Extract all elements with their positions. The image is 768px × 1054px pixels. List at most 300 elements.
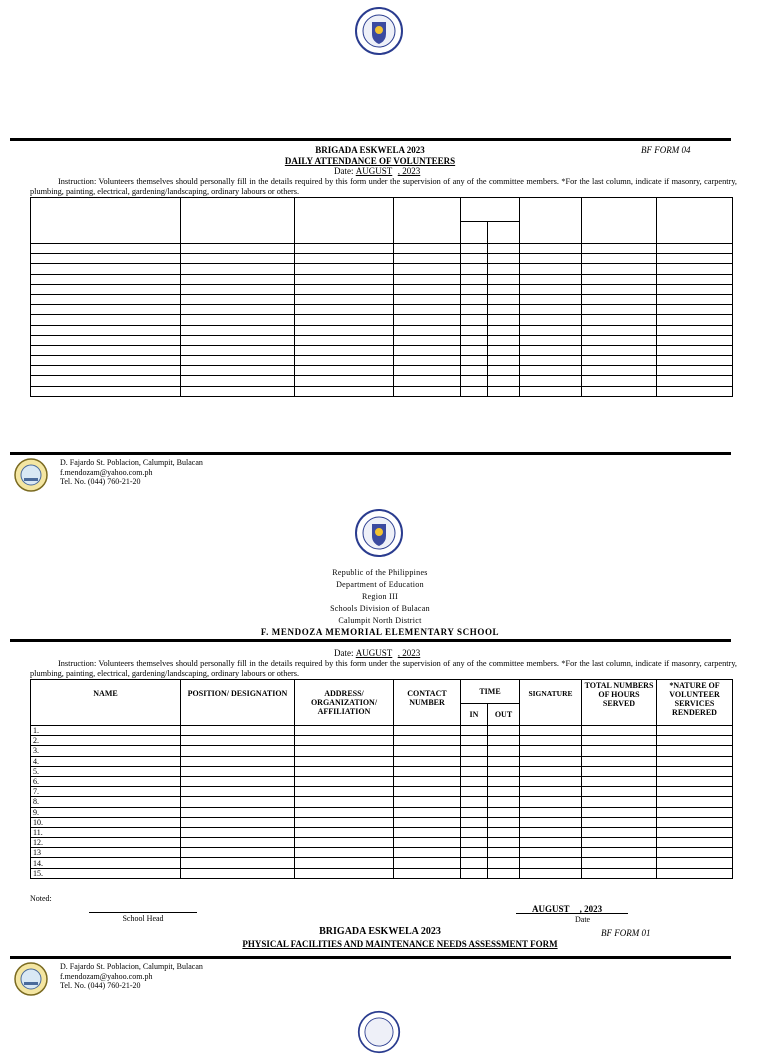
row-number-cell[interactable]	[31, 335, 181, 345]
table-cell[interactable]	[295, 827, 394, 837]
table-cell[interactable]	[461, 335, 488, 345]
table-cell[interactable]	[657, 787, 733, 797]
table-cell[interactable]	[657, 305, 733, 315]
row-number-cell[interactable]: 2.	[31, 736, 181, 746]
table-cell[interactable]	[461, 315, 488, 325]
table-cell[interactable]	[582, 386, 657, 396]
table-cell[interactable]	[520, 376, 582, 386]
table-cell[interactable]	[461, 726, 488, 736]
school-head-signature-line	[89, 912, 197, 913]
table-cell[interactable]	[488, 787, 520, 797]
table-cell[interactable]	[394, 858, 461, 868]
table-cell[interactable]	[657, 838, 733, 848]
row-number-cell[interactable]	[31, 315, 181, 325]
table-cell[interactable]	[657, 827, 733, 837]
table-cell[interactable]	[520, 274, 582, 284]
table-cell[interactable]	[488, 776, 520, 786]
row-number-cell[interactable]	[31, 356, 181, 366]
footer-address: D. Fajardo St. Poblacion, Calumpit, Bulacan	[60, 962, 203, 971]
page2-instruction: Instruction: Volunteers themselves should personally fill in the details required by this form under the supervision of any of the committee members. *For the last column, indicate if masonry, carpentry, plumbing, painting, electrical, gardening/landscaping, ordinary labours or others.	[30, 659, 737, 678]
table-cell[interactable]	[520, 807, 582, 817]
table-cell[interactable]	[181, 325, 295, 335]
table-cell[interactable]	[295, 315, 394, 325]
table-cell[interactable]	[394, 756, 461, 766]
table-cell[interactable]	[520, 325, 582, 335]
table-cell[interactable]	[295, 366, 394, 376]
row-number-cell[interactable]	[31, 244, 181, 254]
row-number-cell[interactable]	[31, 376, 181, 386]
table-cell[interactable]	[295, 817, 394, 827]
table-cell[interactable]	[181, 858, 295, 868]
table-cell[interactable]	[394, 868, 461, 878]
table-cell[interactable]	[181, 335, 295, 345]
table-cell[interactable]	[488, 838, 520, 848]
table-cell[interactable]	[520, 736, 582, 746]
table-cell[interactable]	[461, 386, 488, 396]
table-cell[interactable]	[394, 746, 461, 756]
header-district: Calumpit North District	[338, 616, 422, 625]
table-cell[interactable]	[657, 736, 733, 746]
row-number-cell[interactable]: 14.	[31, 858, 181, 868]
header-republic: Republic of the Philippines	[332, 568, 428, 577]
page2-top-rule	[10, 639, 731, 642]
table-cell[interactable]	[657, 376, 733, 386]
table-cell[interactable]	[582, 858, 657, 868]
table-cell[interactable]	[461, 254, 488, 264]
table-cell[interactable]	[488, 244, 520, 254]
table-cell[interactable]	[181, 807, 295, 817]
row-number-cell[interactable]: 4.	[31, 756, 181, 766]
table-cell[interactable]	[488, 254, 520, 264]
table-cell[interactable]	[295, 244, 394, 254]
table-cell[interactable]	[520, 848, 582, 858]
table-cell[interactable]	[295, 345, 394, 355]
table-cell[interactable]	[394, 817, 461, 827]
table-cell[interactable]	[488, 294, 520, 304]
table-cell[interactable]	[582, 284, 657, 294]
table-row	[31, 726, 733, 736]
table-cell[interactable]	[394, 254, 461, 264]
table-cell[interactable]	[488, 766, 520, 776]
table-cell[interactable]	[394, 274, 461, 284]
table-cell[interactable]	[461, 264, 488, 274]
table-cell[interactable]	[295, 868, 394, 878]
table-cell[interactable]	[520, 254, 582, 264]
table-cell[interactable]	[488, 726, 520, 736]
row-number-cell[interactable]	[31, 264, 181, 274]
table-cell[interactable]	[582, 274, 657, 284]
table-cell[interactable]	[657, 325, 733, 335]
table-cell[interactable]	[394, 776, 461, 786]
table-cell[interactable]	[488, 356, 520, 366]
table-cell[interactable]	[181, 305, 295, 315]
table-cell[interactable]	[295, 294, 394, 304]
table-cell[interactable]	[181, 848, 295, 858]
row-number-cell[interactable]: 6.	[31, 776, 181, 786]
page3-title: BRIGADA ESKWELA 2023	[319, 926, 441, 937]
table-cell[interactable]	[394, 345, 461, 355]
table-cell[interactable]	[394, 244, 461, 254]
row-number-cell[interactable]: 9.	[31, 807, 181, 817]
table-cell[interactable]	[181, 366, 295, 376]
table-cell[interactable]	[488, 858, 520, 868]
table-cell[interactable]	[657, 386, 733, 396]
table-cell[interactable]	[295, 848, 394, 858]
table-cell[interactable]	[181, 797, 295, 807]
table-cell[interactable]	[181, 274, 295, 284]
table-row	[31, 376, 733, 386]
table-cell[interactable]	[181, 736, 295, 746]
table-cell[interactable]	[657, 746, 733, 756]
table-cell[interactable]	[582, 776, 657, 786]
table-cell[interactable]	[181, 746, 295, 756]
table-cell[interactable]	[295, 807, 394, 817]
table-cell[interactable]	[488, 305, 520, 315]
table-cell[interactable]	[582, 345, 657, 355]
sign-date-month: AUGUST	[532, 904, 570, 914]
table-cell[interactable]	[657, 274, 733, 284]
table-cell[interactable]	[295, 756, 394, 766]
table-cell[interactable]	[582, 325, 657, 335]
table-cell[interactable]	[181, 766, 295, 776]
table-cell[interactable]	[520, 264, 582, 274]
page3-subtitle: PHYSICAL FACILITIES AND MAINTENANCE NEEDS ASSESSMENT FORM	[242, 939, 558, 949]
table-cell[interactable]	[394, 807, 461, 817]
row-number-cell[interactable]	[31, 305, 181, 315]
table-cell[interactable]	[657, 244, 733, 254]
table-cell[interactable]	[181, 376, 295, 386]
table-cell[interactable]	[657, 766, 733, 776]
table-cell[interactable]	[394, 386, 461, 396]
table-cell[interactable]	[181, 776, 295, 786]
table-cell[interactable]	[295, 746, 394, 756]
row-number-cell[interactable]	[31, 284, 181, 294]
table-cell[interactable]	[461, 838, 488, 848]
table-cell[interactable]	[582, 305, 657, 315]
table-cell[interactable]	[657, 345, 733, 355]
table-cell[interactable]	[520, 345, 582, 355]
table-cell[interactable]	[657, 356, 733, 366]
table-cell[interactable]	[461, 284, 488, 294]
deped-seal	[357, 1010, 401, 1054]
table-cell[interactable]	[394, 797, 461, 807]
row-number-cell[interactable]: 12.	[31, 838, 181, 848]
table-cell[interactable]	[520, 335, 582, 345]
table-cell[interactable]	[295, 838, 394, 848]
table-cell[interactable]	[582, 376, 657, 386]
table-cell[interactable]	[657, 868, 733, 878]
table-cell[interactable]	[582, 868, 657, 878]
table-row	[31, 807, 733, 817]
table-cell[interactable]	[461, 756, 488, 766]
table-cell[interactable]	[461, 274, 488, 284]
row-number-cell[interactable]	[31, 325, 181, 335]
table-cell[interactable]	[520, 766, 582, 776]
table-cell[interactable]	[520, 827, 582, 837]
table-cell[interactable]	[181, 284, 295, 294]
table-cell[interactable]	[488, 797, 520, 807]
table-cell[interactable]	[461, 345, 488, 355]
table-cell[interactable]	[657, 858, 733, 868]
table-cell[interactable]	[295, 335, 394, 345]
table-cell[interactable]	[582, 736, 657, 746]
table-cell[interactable]	[295, 797, 394, 807]
table-cell[interactable]	[520, 817, 582, 827]
table-cell[interactable]	[461, 776, 488, 786]
table-cell[interactable]	[461, 305, 488, 315]
table-cell[interactable]	[582, 797, 657, 807]
table-cell[interactable]	[394, 356, 461, 366]
table-cell[interactable]	[657, 254, 733, 264]
table-cell[interactable]	[181, 756, 295, 766]
table-cell[interactable]	[520, 366, 582, 376]
table-cell[interactable]	[582, 787, 657, 797]
table-cell[interactable]	[461, 366, 488, 376]
table-cell[interactable]	[582, 848, 657, 858]
table-cell[interactable]	[520, 838, 582, 848]
table-cell[interactable]	[488, 264, 520, 274]
table-cell[interactable]	[657, 776, 733, 786]
col-time-out: OUT	[488, 704, 520, 726]
table-cell[interactable]	[394, 838, 461, 848]
table-cell[interactable]	[394, 335, 461, 345]
deped-seal	[354, 6, 404, 56]
table-cell[interactable]	[582, 356, 657, 366]
table-cell[interactable]	[295, 376, 394, 386]
table-cell[interactable]	[461, 797, 488, 807]
table-cell[interactable]	[488, 345, 520, 355]
table-cell[interactable]	[657, 797, 733, 807]
row-number-cell[interactable]: 1.	[31, 726, 181, 736]
row-number-cell[interactable]: 8.	[31, 797, 181, 807]
table-cell[interactable]	[394, 827, 461, 837]
table-cell[interactable]	[461, 736, 488, 746]
table-cell[interactable]	[394, 766, 461, 776]
table-cell[interactable]	[295, 766, 394, 776]
page2-school-name: F. MENDOZA MEMORIAL ELEMENTARY SCHOOL	[260, 627, 500, 637]
table-cell[interactable]	[520, 787, 582, 797]
table-cell[interactable]	[181, 254, 295, 264]
table-cell[interactable]	[488, 284, 520, 294]
table-cell[interactable]	[520, 797, 582, 807]
table-cell[interactable]	[295, 284, 394, 294]
table-cell[interactable]	[461, 294, 488, 304]
table-cell[interactable]	[488, 827, 520, 837]
table-cell[interactable]	[181, 294, 295, 304]
table-cell[interactable]	[582, 335, 657, 345]
table-cell[interactable]	[181, 315, 295, 325]
row-number-cell[interactable]: 3.	[31, 746, 181, 756]
table-cell[interactable]	[582, 817, 657, 827]
table-cell[interactable]	[295, 858, 394, 868]
table-cell[interactable]	[520, 868, 582, 878]
table-cell[interactable]	[295, 776, 394, 786]
table-cell[interactable]	[520, 315, 582, 325]
table-cell[interactable]	[657, 264, 733, 274]
table-cell[interactable]	[181, 345, 295, 355]
table-cell[interactable]	[582, 366, 657, 376]
table-cell[interactable]	[295, 305, 394, 315]
table-cell[interactable]	[582, 254, 657, 264]
table-cell[interactable]	[181, 868, 295, 878]
date-label: Date:	[334, 648, 354, 658]
row-number-cell[interactable]	[31, 294, 181, 304]
table-cell[interactable]	[181, 244, 295, 254]
table-row	[31, 838, 733, 848]
table-cell[interactable]	[657, 366, 733, 376]
table-cell[interactable]	[461, 325, 488, 335]
table-cell[interactable]	[394, 325, 461, 335]
row-number-cell[interactable]	[31, 366, 181, 376]
table-cell[interactable]	[295, 386, 394, 396]
table-cell[interactable]	[394, 376, 461, 386]
table-cell[interactable]	[488, 274, 520, 284]
table-cell[interactable]	[181, 817, 295, 827]
table-cell[interactable]	[582, 244, 657, 254]
row-number-cell[interactable]: 15.	[31, 868, 181, 878]
table-cell[interactable]	[582, 766, 657, 776]
table-cell[interactable]	[461, 787, 488, 797]
table-cell[interactable]	[181, 356, 295, 366]
table-cell[interactable]	[295, 787, 394, 797]
table-cell[interactable]	[582, 827, 657, 837]
page2-attendance-table	[30, 679, 733, 879]
table-cell[interactable]	[520, 746, 582, 756]
table-cell[interactable]	[488, 868, 520, 878]
page1-date	[334, 166, 420, 177]
table-cell[interactable]	[181, 827, 295, 837]
table-cell[interactable]	[657, 817, 733, 827]
table-row	[31, 315, 733, 325]
table-cell[interactable]	[461, 858, 488, 868]
row-number-cell[interactable]	[31, 254, 181, 264]
table-cell[interactable]	[488, 366, 520, 376]
table-cell[interactable]	[461, 766, 488, 776]
table-cell[interactable]	[461, 356, 488, 366]
table-cell[interactable]	[461, 807, 488, 817]
table-cell[interactable]	[657, 848, 733, 858]
table-cell[interactable]	[582, 756, 657, 766]
table-cell[interactable]	[520, 858, 582, 868]
table-cell[interactable]	[394, 736, 461, 746]
table-cell[interactable]	[520, 386, 582, 396]
table-cell[interactable]	[657, 284, 733, 294]
table-cell[interactable]	[295, 274, 394, 284]
table-cell[interactable]	[657, 807, 733, 817]
table-cell[interactable]	[181, 787, 295, 797]
table-cell[interactable]	[394, 294, 461, 304]
table-cell[interactable]	[488, 335, 520, 345]
table-cell[interactable]	[181, 726, 295, 736]
table-cell[interactable]	[488, 376, 520, 386]
header-region: Region III	[361, 592, 399, 601]
table-cell[interactable]	[488, 736, 520, 746]
table-cell[interactable]	[488, 848, 520, 858]
table-cell[interactable]	[461, 817, 488, 827]
table-cell[interactable]	[488, 756, 520, 766]
row-number-cell[interactable]	[31, 386, 181, 396]
date-month: AUGUST	[355, 648, 393, 658]
table-cell[interactable]	[295, 264, 394, 274]
row-number-cell[interactable]: 11.	[31, 827, 181, 837]
table-cell[interactable]	[461, 746, 488, 756]
table-cell[interactable]	[657, 294, 733, 304]
table-cell[interactable]	[394, 284, 461, 294]
table-cell[interactable]	[295, 356, 394, 366]
table-cell[interactable]	[488, 746, 520, 756]
table-cell[interactable]	[461, 868, 488, 878]
table-cell[interactable]	[520, 294, 582, 304]
table-cell[interactable]	[582, 294, 657, 304]
table-cell[interactable]	[520, 305, 582, 315]
table-cell[interactable]	[461, 848, 488, 858]
table-cell[interactable]	[488, 817, 520, 827]
row-number-cell[interactable]: 5.	[31, 766, 181, 776]
col-time-in: IN	[461, 704, 488, 726]
table-cell[interactable]	[461, 827, 488, 837]
table-cell[interactable]	[394, 848, 461, 858]
table-cell[interactable]	[657, 726, 733, 736]
table-cell[interactable]	[582, 807, 657, 817]
table-cell[interactable]	[520, 756, 582, 766]
table-cell[interactable]	[461, 244, 488, 254]
table-cell[interactable]	[582, 726, 657, 736]
table-cell[interactable]	[582, 746, 657, 756]
date-signature-line	[516, 913, 628, 914]
table-cell[interactable]	[520, 284, 582, 294]
row-number-cell[interactable]: 10.	[31, 817, 181, 827]
table-cell[interactable]	[394, 787, 461, 797]
table-row	[31, 817, 733, 827]
table-cell[interactable]	[520, 726, 582, 736]
row-number-cell[interactable]	[31, 345, 181, 355]
date-month: AUGUST	[355, 166, 393, 176]
row-number-cell[interactable]: 7.	[31, 787, 181, 797]
table-cell[interactable]	[488, 325, 520, 335]
table-cell[interactable]	[394, 264, 461, 274]
table-cell[interactable]	[181, 264, 295, 274]
table-cell[interactable]	[394, 726, 461, 736]
table-cell[interactable]	[582, 264, 657, 274]
row-number-cell[interactable]	[31, 274, 181, 284]
table-cell[interactable]	[394, 305, 461, 315]
table-cell[interactable]	[582, 315, 657, 325]
col-contact: CONTACT NUMBER	[394, 680, 461, 726]
table-cell[interactable]	[295, 325, 394, 335]
table-cell[interactable]	[488, 386, 520, 396]
table-cell[interactable]	[657, 315, 733, 325]
table-cell[interactable]	[520, 356, 582, 366]
table-cell[interactable]	[394, 315, 461, 325]
table-cell[interactable]	[394, 366, 461, 376]
table-cell[interactable]	[520, 776, 582, 786]
table-row	[31, 868, 733, 878]
footer-tel: Tel. No. (044) 760-21-20	[60, 981, 141, 990]
table-cell[interactable]	[582, 838, 657, 848]
table-cell[interactable]	[657, 335, 733, 345]
table-cell[interactable]	[295, 254, 394, 264]
table-cell[interactable]	[520, 244, 582, 254]
table-cell[interactable]	[181, 838, 295, 848]
table-cell[interactable]	[181, 386, 295, 396]
table-cell[interactable]	[461, 376, 488, 386]
row-number-cell[interactable]: 13	[31, 848, 181, 858]
table-cell[interactable]	[657, 756, 733, 766]
table-cell[interactable]	[295, 736, 394, 746]
table-cell[interactable]	[488, 807, 520, 817]
table-cell[interactable]	[488, 315, 520, 325]
table-cell[interactable]	[295, 726, 394, 736]
